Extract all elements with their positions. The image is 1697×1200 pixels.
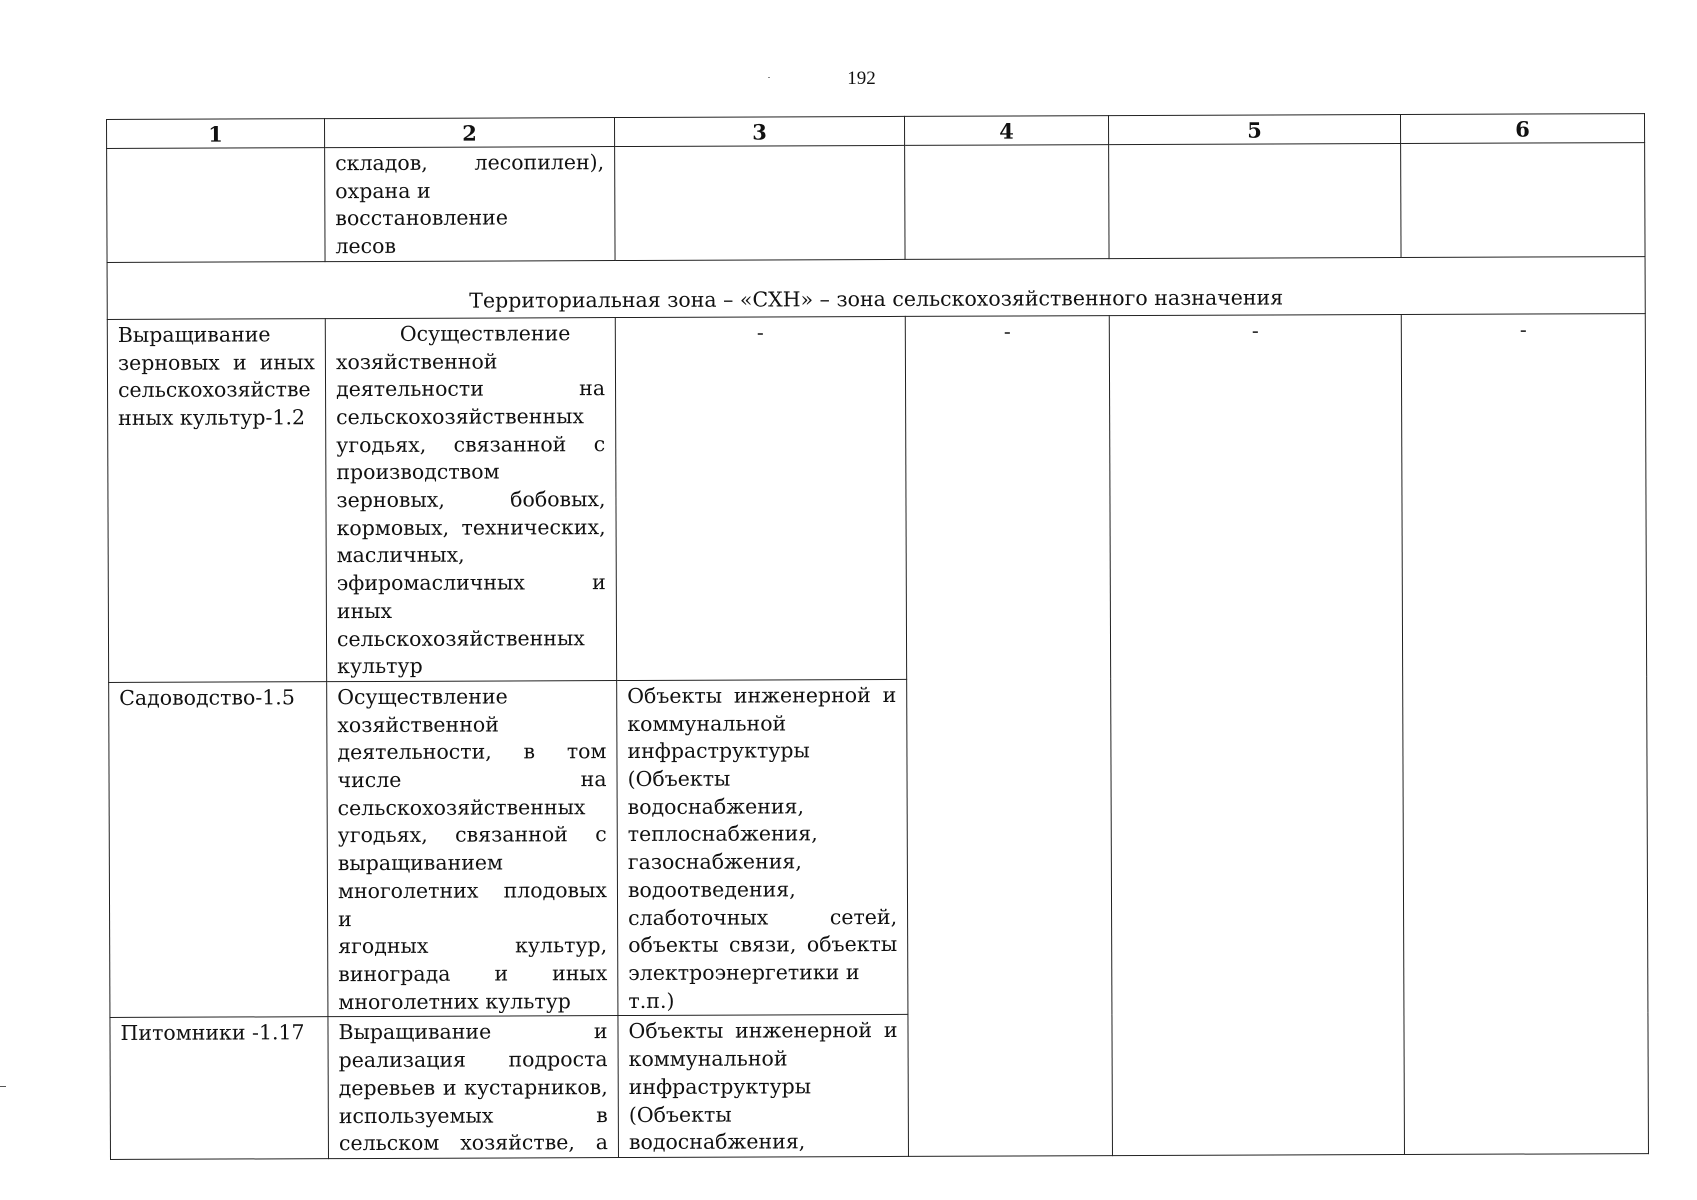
text-line: числе на xyxy=(337,767,607,793)
table-row xyxy=(107,313,1646,682)
text-line: выращиванием xyxy=(337,850,503,876)
text-line: винограда и иных xyxy=(338,961,608,987)
text-line: зерновых, бобовых, xyxy=(336,487,606,513)
text-line: Объекты инженерной и xyxy=(628,1018,898,1044)
text-line: водоснабжения, xyxy=(627,794,805,819)
text-line: теплоснабжения, xyxy=(627,821,818,847)
text-line: используемых в xyxy=(338,1102,608,1128)
continuation-cell-3 xyxy=(615,145,905,260)
text-line: деятельности на xyxy=(335,376,606,402)
text-line: складов, лесопилен), xyxy=(335,150,605,176)
zone-title: Территориальная зона – «СХН» – зона сельскохозяйственного назначения xyxy=(107,256,1645,319)
text-line: сельскохозяйственных xyxy=(336,404,585,430)
scan-edge-mark xyxy=(0,1086,6,1087)
header-col-3: 3 xyxy=(614,116,904,146)
header-col-6: 6 xyxy=(1400,114,1644,144)
text-line: многолетних культур xyxy=(338,988,571,1014)
dash-cell: - xyxy=(615,316,906,680)
text-line: лесов xyxy=(335,233,397,259)
text-line: газоснабжения, xyxy=(627,849,802,875)
text-line: сельскохозяйстве xyxy=(117,377,311,403)
text-line: культур xyxy=(337,654,423,679)
header-col-2: 2 xyxy=(325,118,615,148)
text-line: электроэнергетики и т.п.) xyxy=(628,960,860,1013)
text-line: хозяйственной xyxy=(337,712,499,737)
text-line: кормовых, технических, xyxy=(336,514,606,540)
text-line: угодьях, связанной с xyxy=(336,431,606,457)
text-line: масличных, xyxy=(336,543,465,568)
regulation-table xyxy=(106,113,1649,1160)
use-description-cell xyxy=(325,317,616,681)
dash-cell: - xyxy=(905,315,1112,1156)
zone-title-row xyxy=(107,256,1645,319)
continuation-cell-2 xyxy=(325,147,615,262)
text-line: коммунальной xyxy=(628,1046,788,1072)
text-line: многолетних плодовых и xyxy=(337,877,608,931)
text-line: зерновых и иных xyxy=(117,349,315,375)
text-line: эфиромасличных и иных xyxy=(336,570,606,623)
use-name-cell: Питомники -1.17 xyxy=(110,1017,329,1159)
text-line: инфраструктуры xyxy=(627,738,810,764)
text-line: (Объекты xyxy=(628,1102,732,1127)
dash-cell: - xyxy=(1401,313,1648,1154)
page-number: 192 xyxy=(847,68,876,89)
use-description-cell xyxy=(327,680,618,1017)
text-line: сельском хозяйстве, а xyxy=(338,1130,608,1156)
use-name-cell xyxy=(107,318,326,682)
text-line: производством xyxy=(336,459,500,485)
text-line: охрана и восстановление xyxy=(335,178,509,231)
use-description-cell xyxy=(328,1016,619,1159)
text-line: Осуществление xyxy=(399,321,571,346)
text-line: Объекты инженерной и xyxy=(627,682,897,708)
text-line: водоснабжения, xyxy=(628,1129,806,1155)
continuation-cell-4 xyxy=(905,145,1109,260)
continuation-cell-5 xyxy=(1109,144,1401,259)
text-line: водоотведения, xyxy=(627,877,796,902)
text-line: нных культур-1.2 xyxy=(118,405,306,430)
text-line: Осуществление xyxy=(337,684,508,710)
continuation-cell-1 xyxy=(107,148,325,263)
text-line: ягодных культур, xyxy=(338,933,608,959)
text-line: деревьев и кустарников, xyxy=(338,1074,608,1100)
text-line: угодьях, связанной с xyxy=(337,822,607,848)
infrastructure-cell xyxy=(618,1015,909,1158)
continuation-row xyxy=(107,143,1645,263)
text-line: коммунальной xyxy=(627,711,787,736)
text-line: деятельности, в том xyxy=(337,739,607,765)
text-line: хозяйственной xyxy=(335,349,498,374)
header-col-1: 1 xyxy=(107,119,325,149)
text-line: Выращивание xyxy=(117,322,271,347)
text-line: объекты связи, объекты xyxy=(628,932,898,958)
text-line: реализация подроста xyxy=(338,1047,608,1073)
text-line: сельскохозяйственных xyxy=(336,625,585,651)
text-line: инфраструктуры xyxy=(628,1074,812,1099)
text-line: слаботочных сетей, xyxy=(628,904,898,930)
header-col-5: 5 xyxy=(1108,115,1400,145)
scan-dot xyxy=(768,77,770,78)
infrastructure-cell xyxy=(617,679,908,1016)
use-name-cell: Садоводство-1.5 xyxy=(109,682,328,1018)
text-line: Выращивание и xyxy=(338,1019,608,1045)
header-col-4: 4 xyxy=(904,116,1108,146)
text-line: (Объекты xyxy=(627,766,731,792)
dash-cell: - xyxy=(1109,314,1404,1155)
continuation-cell-6 xyxy=(1401,143,1645,258)
text-line: сельскохозяйственных xyxy=(337,794,586,820)
